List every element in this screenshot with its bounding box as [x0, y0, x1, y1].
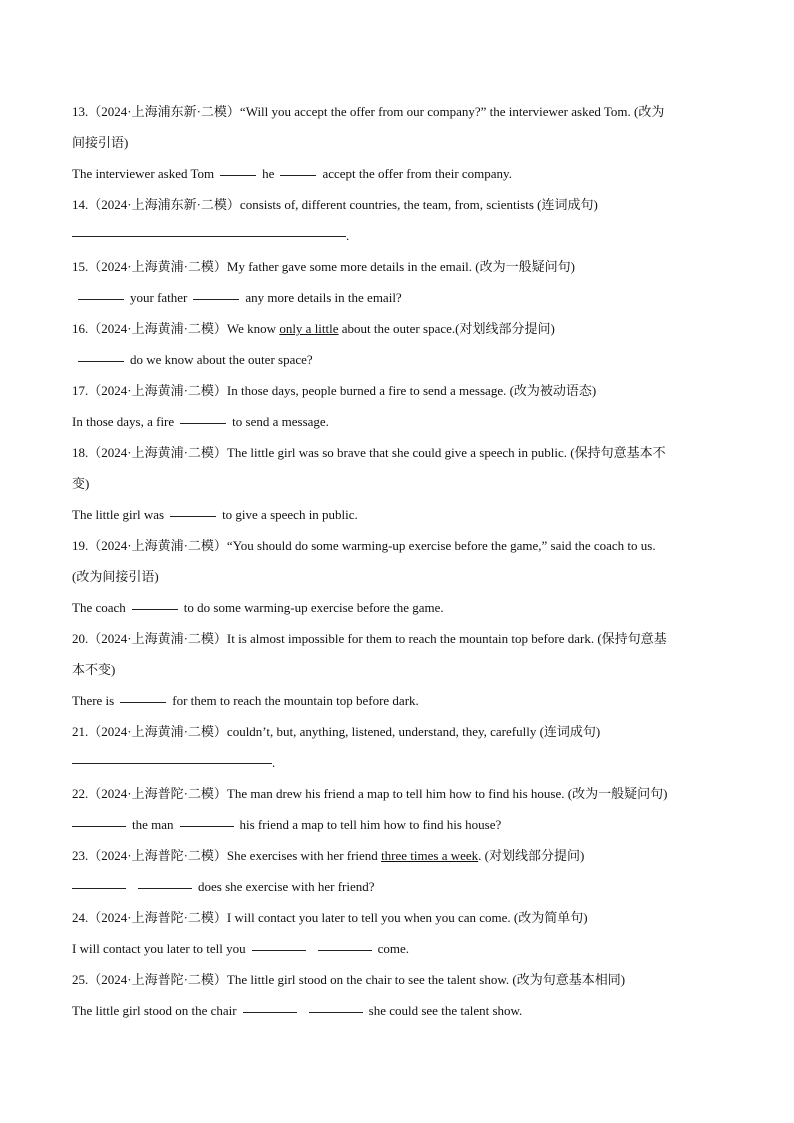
question-13	[72, 96, 722, 127]
question-source: （2024·上海黄浦·二模）	[88, 321, 227, 336]
answer-blank[interactable]	[280, 174, 316, 176]
question-text: The man drew his friend a map to tell him how to find his house. (改为一般疑问句)	[226, 786, 668, 801]
question-number: 25.	[72, 972, 89, 987]
answer-blank[interactable]	[180, 825, 234, 827]
question-source: （2024·上海黄浦·二模）	[88, 259, 227, 274]
question-13-cont	[72, 127, 722, 158]
answer-blank[interactable]	[120, 701, 166, 703]
question-18	[72, 437, 722, 468]
question-19-cont: (改为间接引语)	[72, 569, 159, 584]
question-text: couldn’t, but, anything, listened, understand, they, carefully (连词成句)	[226, 724, 601, 739]
question-source: （2024·上海黄浦·二模）	[88, 445, 227, 460]
question-text: The little girl stood on the chair to see the talent show. (改为句意基本相同)	[226, 972, 626, 987]
answer-blank[interactable]	[170, 515, 216, 517]
underlined-phrase: only a little	[279, 321, 339, 336]
answer-24: I will contact you later to tell you come.	[72, 941, 410, 956]
question-source: （2024·上海黄浦·二模）	[88, 631, 227, 646]
question-text: It is almost impossible for them to reach the mountain top before dark. (保持句意基	[226, 631, 667, 646]
question-number: 24.	[72, 910, 89, 925]
question-source: （2024·上海普陀·二模）	[88, 786, 227, 801]
answer-20: There is for them to reach the mountain top before dark.	[72, 693, 419, 708]
question-17	[72, 375, 722, 406]
question-number: 16.	[72, 321, 89, 336]
question-18-cont: 变)	[72, 476, 90, 491]
answer-22: the man his friend a map to tell him how to find his house?	[72, 809, 722, 840]
answer-18: The little girl was to give a speech in public.	[72, 507, 358, 522]
question-text: In those days, people burned a fire to send a message. (改为被动语态)	[226, 383, 597, 398]
question-number: 20.	[72, 631, 89, 646]
question-source: （2024·上海浦东新·二模）	[88, 197, 240, 212]
question-15	[72, 251, 722, 282]
answer-25: The little girl stood on the chair she could see the talent show.	[72, 1003, 523, 1018]
answer-15: your father any more details in the email?	[72, 282, 722, 313]
answer-blank[interactable]	[180, 422, 226, 424]
question-number: 17.	[72, 383, 89, 398]
question-text: “You should do some warming-up exercise before the game,” said the coach to us.	[226, 538, 656, 553]
answer-blank[interactable]	[318, 949, 372, 951]
question-source: （2024·上海普陀·二模）	[88, 910, 227, 925]
answer-blank[interactable]	[220, 174, 256, 176]
answer-blank[interactable]	[72, 235, 346, 237]
answer-blank[interactable]	[243, 1011, 297, 1013]
answer-13: The interviewer asked Tom he accept the offer from their company.	[72, 166, 512, 181]
answer-blank[interactable]	[72, 762, 272, 764]
answer-blank[interactable]	[193, 298, 239, 300]
question-20	[72, 623, 722, 654]
answer-blank[interactable]	[132, 608, 178, 610]
question-number: 13.	[72, 104, 89, 119]
answer-23: does she exercise with her friend?	[72, 871, 722, 902]
answer-blank[interactable]	[309, 1011, 363, 1013]
question-23: 23.（2024·上海普陀·二模）She exercises with her friend three times a week. (对划线部分提问)	[72, 848, 585, 863]
answer-blank[interactable]	[72, 825, 126, 827]
question-text: “Will you accept the offer from our company?” the interviewer asked Tom. (改为	[239, 104, 665, 119]
answer-blank[interactable]	[78, 360, 124, 362]
question-source: （2024·上海黄浦·二模）	[88, 724, 227, 739]
question-number: 22.	[72, 786, 89, 801]
answer-14: .	[72, 220, 722, 251]
question-21	[72, 716, 722, 747]
answer-blank[interactable]	[72, 887, 126, 889]
question-text: I will contact you later to tell you when you can come. (改为简单句)	[226, 910, 588, 925]
worksheet	[72, 96, 722, 1026]
question-source: （2024·上海黄浦·二模）	[88, 538, 227, 553]
question-text: consists of, different countries, the team, from, scientists (连词成句)	[239, 197, 598, 212]
question-number: 19.	[72, 538, 89, 553]
question-text: The little girl was so brave that she could give a speech in public. (保持句意基本不	[226, 445, 666, 460]
question-text: My father gave some more details in the email. (改为一般疑问句)	[226, 259, 575, 274]
answer-19: The coach to do some warming-up exercise before the game.	[72, 600, 444, 615]
question-number: 14.	[72, 197, 89, 212]
question-24	[72, 902, 722, 933]
question-14	[72, 189, 722, 220]
answer-16: do we know about the outer space?	[72, 344, 722, 375]
question-16: 16.（2024·上海黄浦·二模）We know only a little about the outer space.(对划线部分提问)	[72, 321, 555, 336]
question-number: 15.	[72, 259, 89, 274]
question-source: （2024·上海普陀·二模）	[88, 972, 227, 987]
answer-blank[interactable]	[252, 949, 306, 951]
question-text: 间接引语)	[72, 135, 129, 150]
question-number: 21.	[72, 724, 89, 739]
question-25	[72, 964, 722, 995]
question-19	[72, 530, 722, 561]
answer-17: In those days, a fire to send a message.	[72, 414, 329, 429]
answer-blank[interactable]	[78, 298, 124, 300]
question-source: （2024·上海普陀·二模）	[88, 848, 227, 863]
question-number: 23.	[72, 848, 89, 863]
underlined-phrase: three times a week	[381, 848, 479, 863]
answer-21: .	[72, 747, 722, 778]
question-source: （2024·上海浦东新·二模）	[88, 104, 240, 119]
question-22	[72, 778, 722, 809]
question-20-cont: 本不变)	[72, 662, 116, 677]
question-source: （2024·上海黄浦·二模）	[88, 383, 227, 398]
answer-blank[interactable]	[138, 887, 192, 889]
question-number: 18.	[72, 445, 89, 460]
